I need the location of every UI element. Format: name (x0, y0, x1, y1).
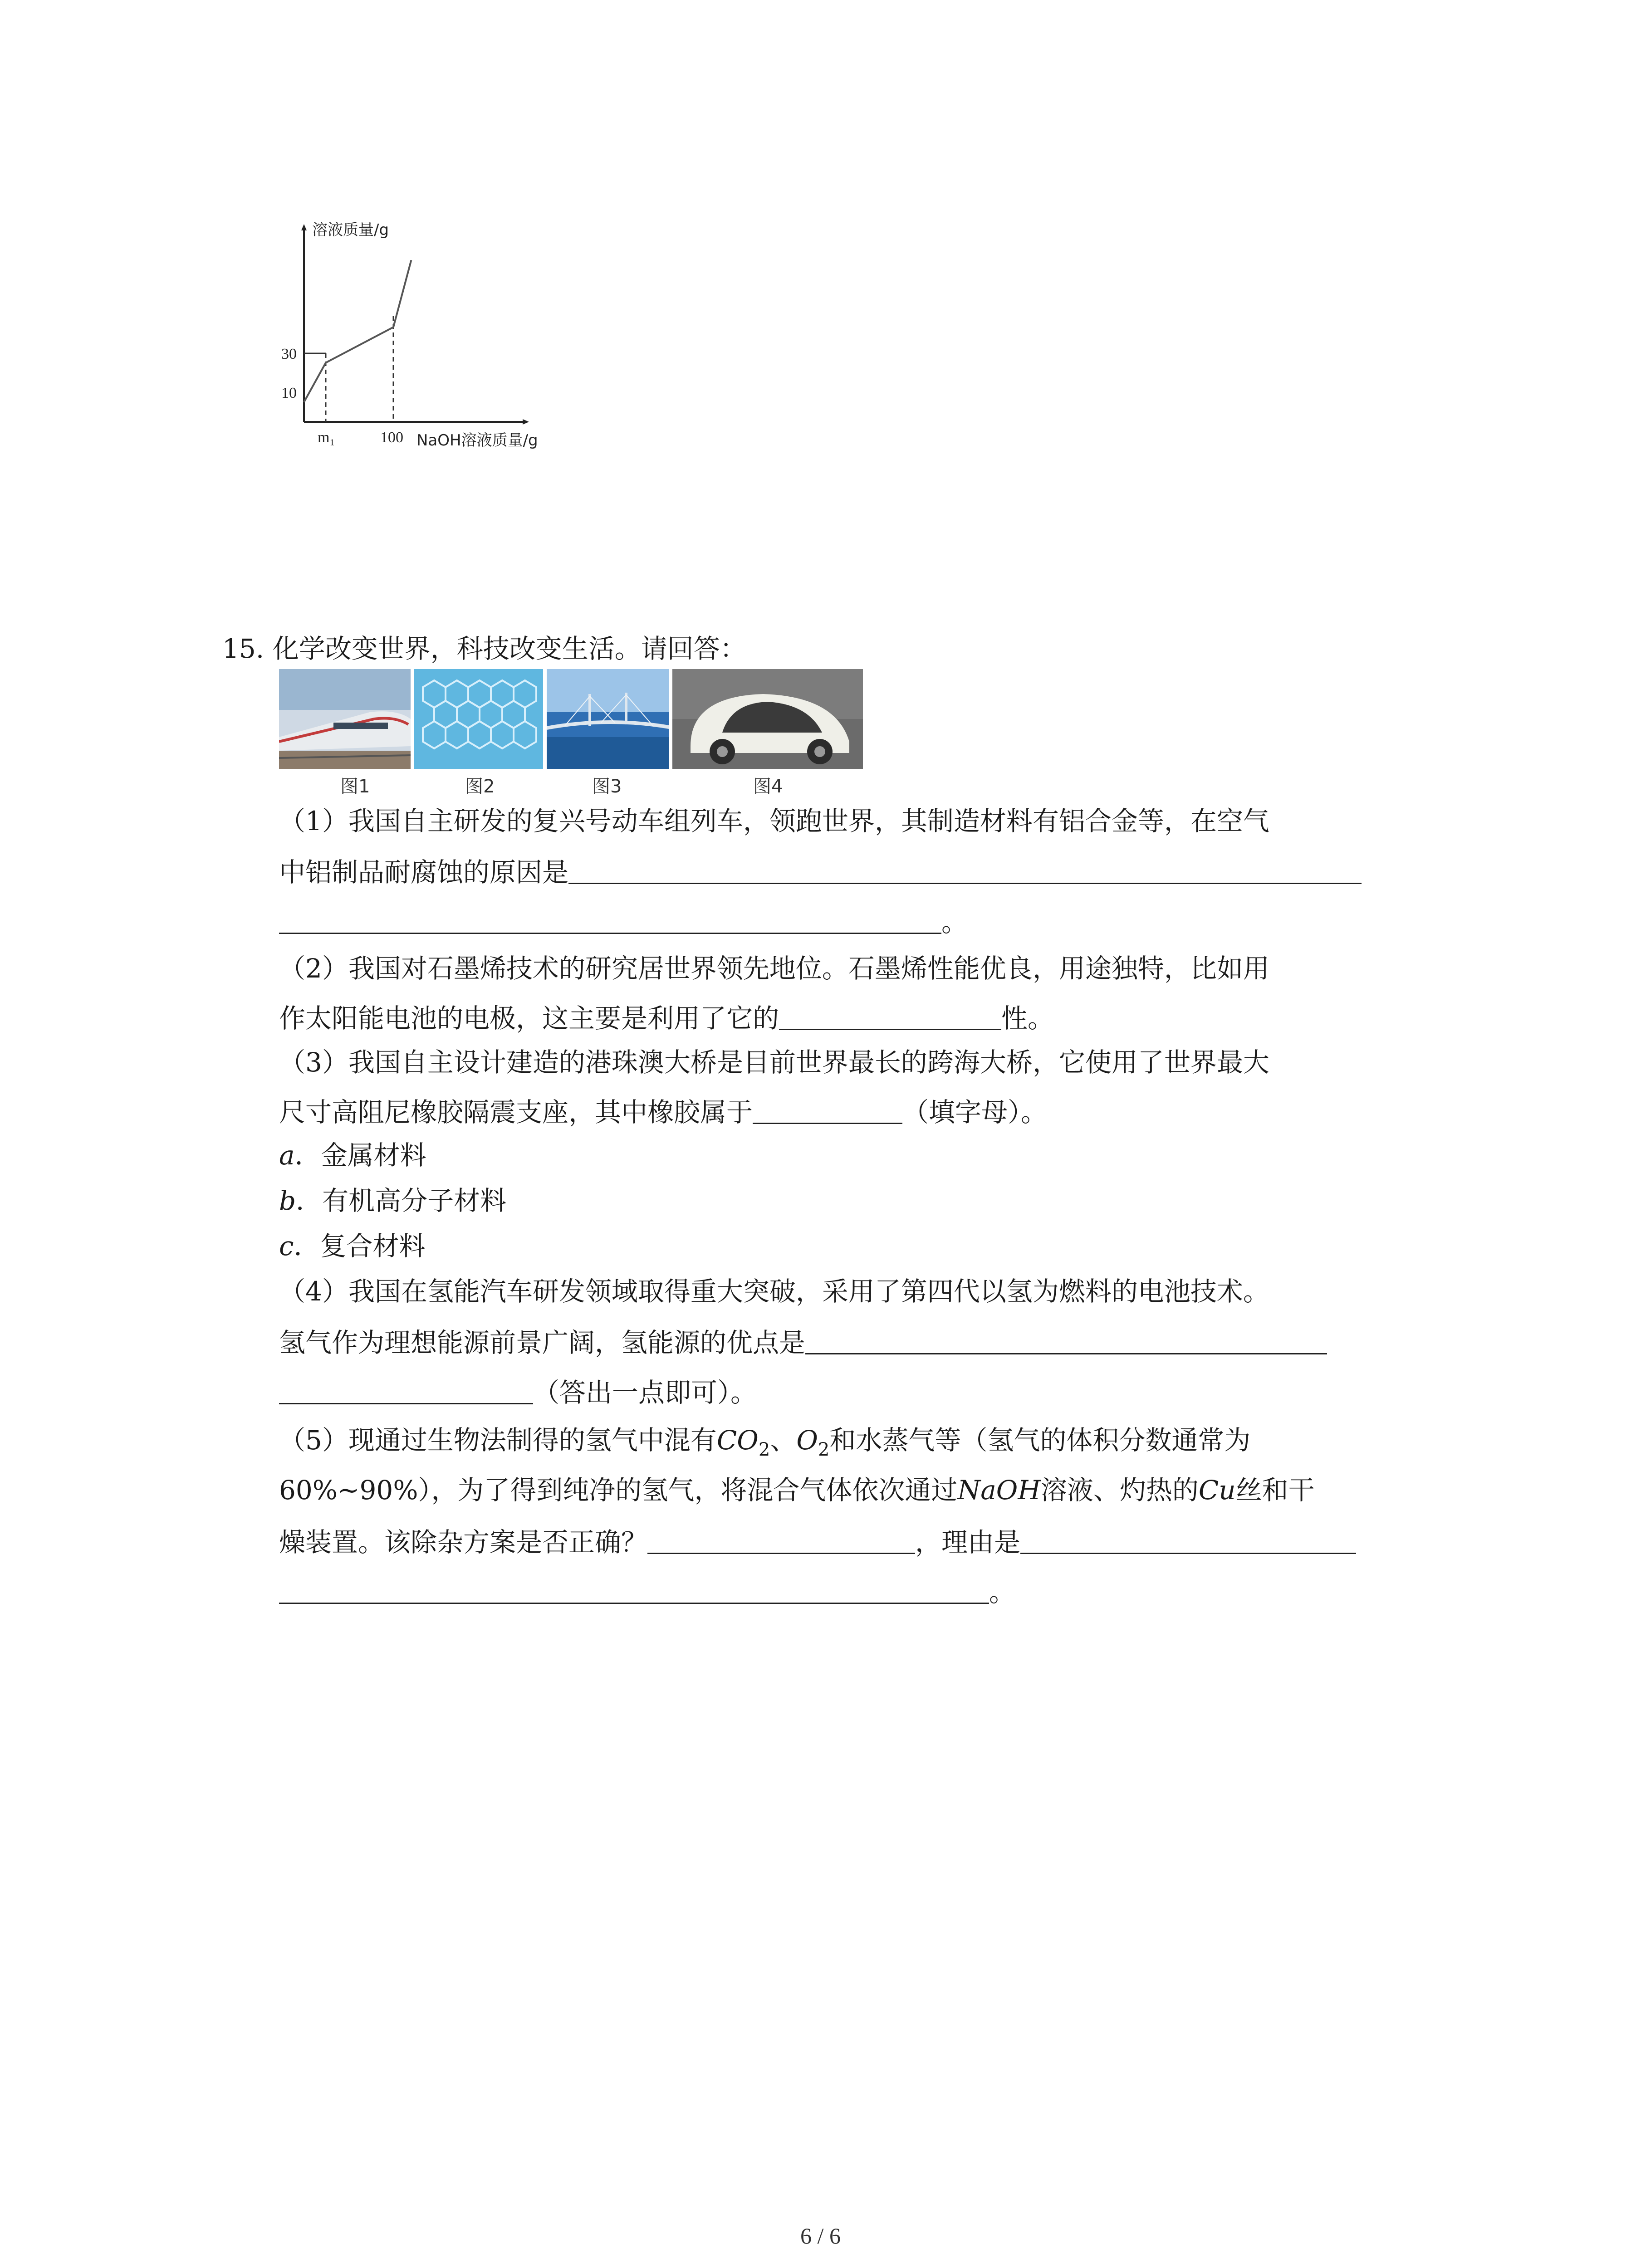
part5-l3b: ，理由是 (915, 1527, 1021, 1558)
answer-blank-2[interactable] (779, 996, 1001, 1030)
part5-end: 。 (989, 1577, 1016, 1608)
answer-blank-4a[interactable] (805, 1320, 1327, 1354)
x-tick-100: 100 (380, 429, 403, 446)
part4-line3-post: （答出一点即可）。 (533, 1377, 757, 1408)
option-c-text: ．复合材料 (294, 1231, 426, 1261)
answer-blank-5a[interactable] (647, 1520, 915, 1554)
option-b-letter: b (279, 1185, 296, 1216)
answer-blank-5b[interactable] (1020, 1520, 1356, 1554)
figure-4-hydrogen-car (672, 669, 863, 769)
answer-blank-4b[interactable] (279, 1370, 533, 1404)
figure-3-bridge (547, 669, 669, 769)
figure-3-caption: 图3 (592, 776, 622, 797)
part5-l2c: 丝和干 (1235, 1475, 1315, 1505)
part5-line3 (279, 1517, 1356, 1563)
part1-end: 。 (941, 907, 968, 938)
option-c-letter: c (279, 1231, 294, 1261)
formula-o2-subscript: 2 (818, 1439, 830, 1460)
part4-line2 (279, 1318, 1327, 1363)
option-c (279, 1223, 426, 1269)
part5-line1 (279, 1418, 1250, 1463)
part3-line2-pre: 尺寸高阻尼橡胶隔震支座，其中橡胶属于 (279, 1097, 753, 1128)
option-b (279, 1178, 506, 1223)
q15-stem-text: 化学改变世界，科技改变生活。请回答： (272, 633, 746, 664)
answer-blank-3[interactable] (753, 1090, 902, 1124)
part5-sep: 、 (770, 1425, 797, 1456)
answer-blank-1a[interactable] (568, 850, 1362, 884)
figure-4-caption: 图4 (753, 776, 783, 797)
figure-2-graphene (414, 669, 543, 769)
data-line (304, 260, 411, 402)
figure-1-caption: 图1 (340, 776, 370, 797)
q15-number: 15. (222, 633, 265, 664)
part5-l1a: （5）现通过生物法制得的氢气中混有 (279, 1425, 717, 1456)
part5-l2a: 60%~90%），为了得到纯净的氢气，将混合气体依次通过 (279, 1475, 958, 1505)
part2-line2 (279, 993, 1054, 1039)
answer-blank-1b[interactable] (279, 900, 941, 934)
formula-co2: CO (716, 1425, 759, 1456)
part4-line3 (279, 1368, 757, 1413)
option-a (279, 1133, 426, 1178)
part5-line4 (279, 1567, 1015, 1613)
option-a-letter: a (279, 1140, 295, 1171)
part5-l2b: 溶液、灼热的 (1040, 1475, 1199, 1505)
figure-2-caption: 图2 (465, 776, 495, 797)
part2-line2-post: 性。 (1001, 1003, 1054, 1034)
y-tick-30: 30 (281, 346, 297, 362)
formula-o2: O (796, 1425, 818, 1456)
formula-cu: Cu (1198, 1475, 1236, 1505)
q15-stem (222, 626, 746, 671)
formula-naoh: NaOH (957, 1475, 1041, 1505)
answer-blank-5c[interactable] (279, 1570, 989, 1604)
part3-line2 (279, 1087, 1047, 1133)
part1-line3 (279, 897, 968, 943)
option-b-text: ．有机高分子材料 (296, 1185, 507, 1216)
solution-mass-chart (263, 213, 590, 458)
part3-line1: （3）我国自主设计建造的港珠澳大桥是目前世界最长的跨海大桥，它使用了世界最大 (279, 1047, 1269, 1078)
y-axis-label: 溶液质量/g (312, 221, 389, 239)
option-a-text: ．金属材料 (294, 1140, 426, 1171)
part1-line2-text: 中铝制品耐腐蚀的原因是 (279, 857, 569, 888)
part4-line2-text: 氢气作为理想能源前景广阔，氢能源的优点是 (279, 1327, 806, 1358)
x-tick-m1: m₁ (318, 429, 335, 446)
x-axis-label: NaOH溶液质量/g (416, 431, 538, 450)
page-number: 6 / 6 (800, 2223, 841, 2248)
y-tick-10: 10 (281, 385, 297, 401)
part2-line2-pre: 作太阳能电池的电极，这主要是利用了它的 (279, 1003, 779, 1034)
part1-line1: （1）我国自主研发的复兴号动车组列车，领跑世界，其制造材料有铝合金等，在空气 (279, 806, 1269, 836)
figure-1-train (279, 669, 411, 769)
part4-line1: （4）我国在氢能汽车研发领域取得重大突破，采用了第四代以氢为燃料的电池技术。 (279, 1276, 1269, 1307)
part5-l3a: 燥装置。该除杂方案是否正确？ (279, 1527, 648, 1558)
part1-line2 (279, 847, 1362, 893)
part5-l1b: 和水蒸气等（氢气的体积分数通常为 (829, 1425, 1251, 1456)
part2-line1: （2）我国对石墨烯技术的研究居世界领先地位。石墨烯性能优良，用途独特，比如用 (279, 953, 1269, 984)
part5-line2 (279, 1467, 1315, 1513)
formula-co2-subscript: 2 (758, 1439, 770, 1460)
part3-line2-post: （填字母）。 (902, 1097, 1048, 1128)
